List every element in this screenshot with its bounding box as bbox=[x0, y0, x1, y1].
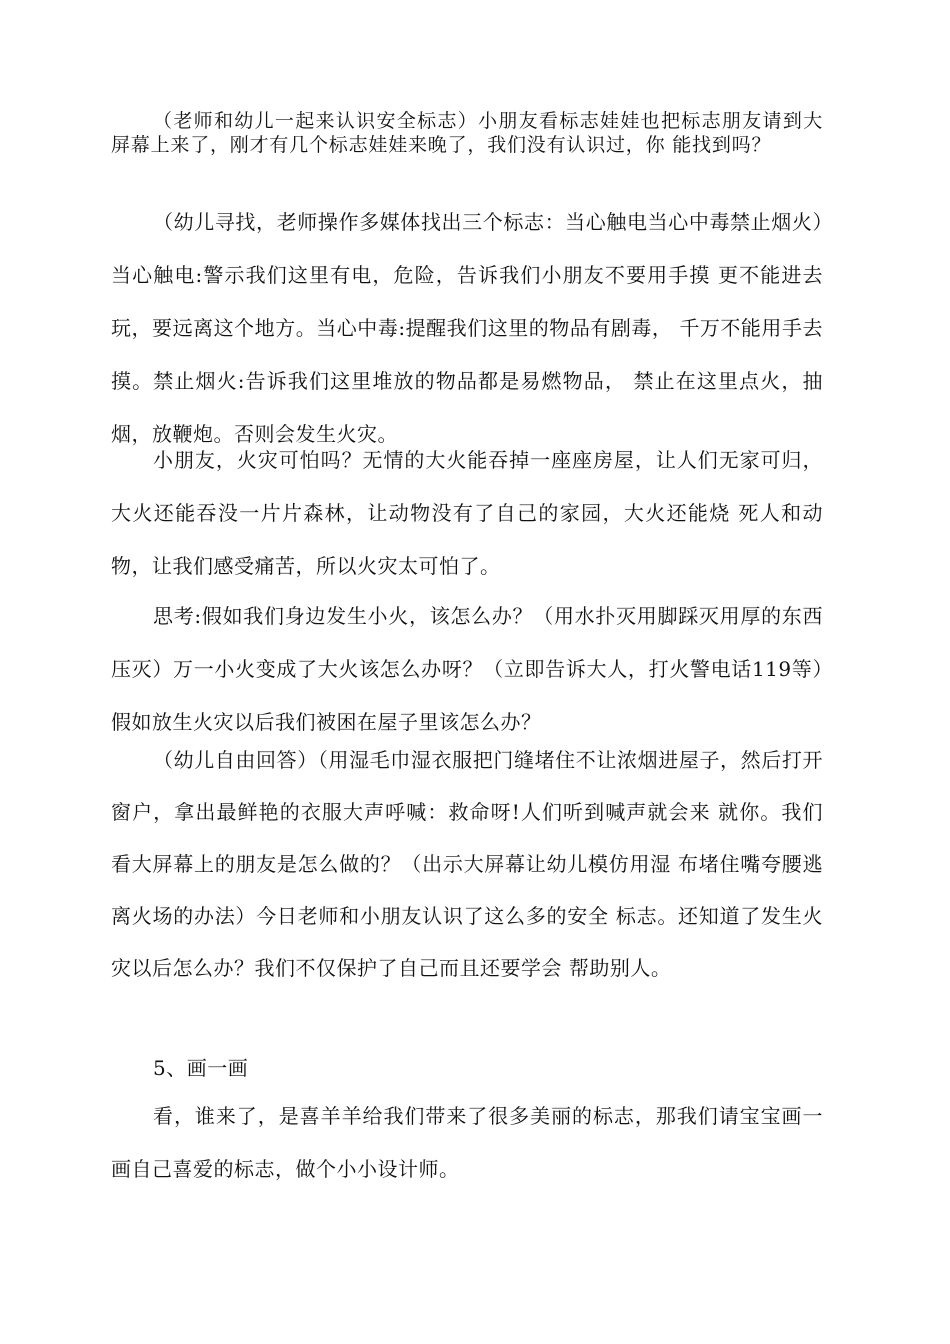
paragraph-think-question: 思考:假如我们身边发生小火，该怎么办？（用水扑灭用脚踩灭用厚的东西压灭）万一小火变成了大火该怎么办呀？（立即告诉大人，打火警电话119等）假如放生火灾以后我们被困在屋子里该怎么办？ bbox=[111, 604, 823, 734]
paragraph-safety-signs-intro: （老师和幼儿一起来认识安全标志）小朋友看标志娃娃也把标志朋友请到大屏幕上来了，刚才有几个标志娃娃来晚了，我们没有认识过，你 能找到吗？ bbox=[111, 110, 823, 156]
paragraph-fire-danger: 小朋友，火灾可怕吗？无情的大火能吞掉一座座房屋，让人们无家可归，大火还能吞没一片片森林，让动物没有了自己的家园，大火还能烧 死人和动物，让我们感受痛苦，所以火灾太可怕了。 bbox=[111, 448, 823, 578]
section-heading-draw: 5、画一画 bbox=[153, 1056, 249, 1080]
paragraph-free-answer: （幼儿自由回答）（用湿毛巾湿衣服把门缝堵住不让浓烟进屋子，然后打开窗户，拿出最鲜艳的衣服大声呼喊：救命呀!人们听到喊声就会来 就你。我们看大屏幕上的朋友是怎么做的？（出示大屏幕让幼儿模仿用湿 布堵住嘴夸腰逃离火场的办法）今日老师和小朋友认识了这么多的安全 标志。还知道了发生火灾以后怎么办？我们不仅保护了自己而且还要学会 帮助别人。 bbox=[111, 748, 823, 980]
paragraph-draw-activity: 看，谁来了，是喜羊羊给我们带来了很多美丽的标志，那我们请宝宝画一画自己喜爱的标志，做个小小设计师。 bbox=[111, 1104, 823, 1181]
paragraph-three-signs: （幼儿寻找，老师操作多媒体找出三个标志：当心触电当心中毒禁止烟火）当心触电:警示我们这里有电，危险，告诉我们小朋友不要用手摸 更不能进去玩，要远离这个地方。当心中毒:提醒我们这里的物品有剧毒， 千万不能用手去摸。禁止烟火:告诉我们这里堆放的物品都是易燃物品， 禁止在这里点火，抽烟，放鞭炮。否则会发生火灾。 bbox=[111, 210, 823, 446]
